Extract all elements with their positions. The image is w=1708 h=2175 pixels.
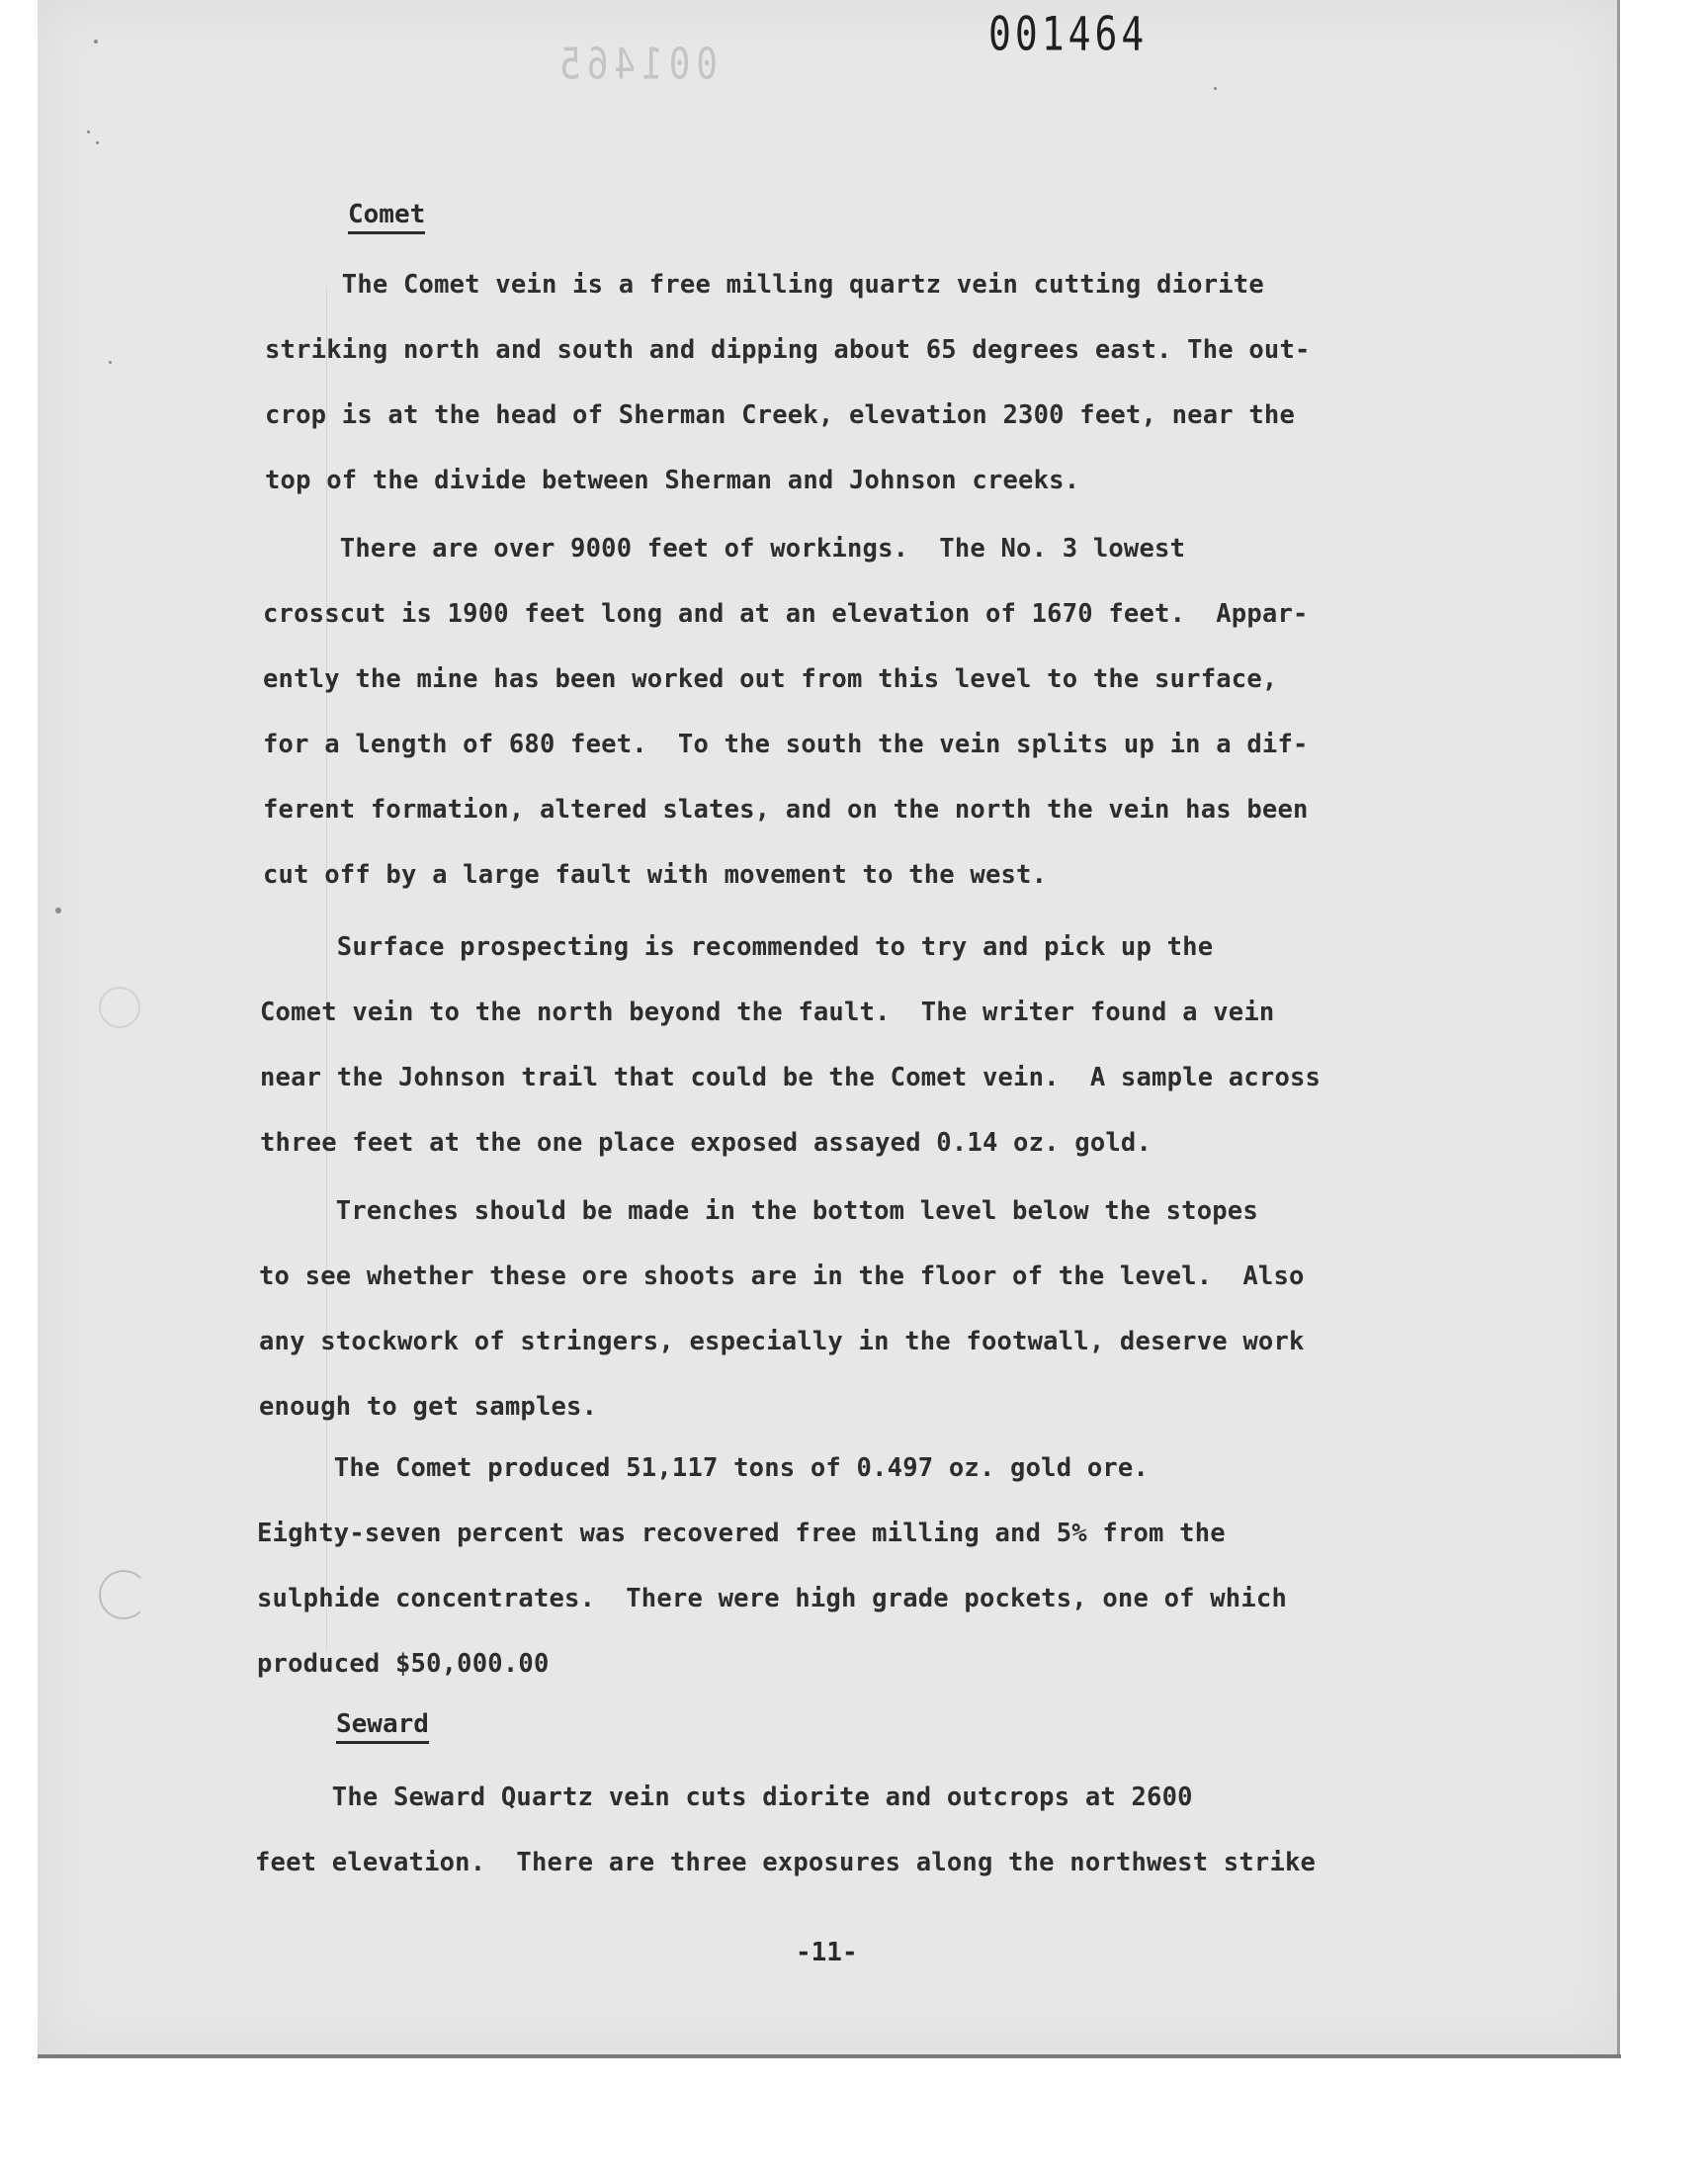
comet-paragraph-2 bbox=[263, 516, 1449, 908]
document-stamp-bleedthrough: 001465 bbox=[554, 40, 719, 90]
section-heading-comet-text: Comet bbox=[348, 200, 425, 234]
text-line: for a length of 680 feet. To the south the vein splits up in a dif- bbox=[263, 730, 1309, 759]
scan-speck bbox=[109, 361, 112, 364]
text-line: three feet at the one place exposed assayed 0.14 oz. gold. bbox=[260, 1128, 1153, 1158]
page-edge-right bbox=[1617, 0, 1620, 2058]
text-line: cut off by a large fault with movement to the west. bbox=[263, 860, 1048, 890]
comet-paragraph-1 bbox=[265, 252, 1451, 513]
comet-paragraph-3 bbox=[260, 914, 1446, 1175]
text-line: Eighty-seven percent was recovered free milling and 5% from the bbox=[257, 1519, 1226, 1548]
page-edge-bottom bbox=[38, 2054, 1621, 2058]
section-heading-seward bbox=[336, 1709, 429, 1739]
scan-speck bbox=[96, 141, 99, 144]
document-stamp-number: 001464 bbox=[988, 6, 1149, 61]
text-line: The Comet produced 51,117 tons of 0.497 oz. gold ore. bbox=[257, 1453, 1150, 1483]
scan-speck bbox=[1214, 87, 1217, 90]
text-line: The Seward Quartz vein cuts diorite and outcrops at 2600 bbox=[255, 1783, 1193, 1812]
text-line: ferent formation, altered slates, and on the north the vein has been bbox=[263, 795, 1309, 825]
text-line: Trenches should be made in the bottom level below the stopes bbox=[259, 1196, 1258, 1226]
page-number: -11- bbox=[796, 1938, 858, 1967]
scan-speck bbox=[55, 908, 61, 914]
comet-paragraph-5 bbox=[257, 1436, 1443, 1696]
text-line: ently the mine has been worked out from this level to the surface, bbox=[263, 664, 1278, 694]
text-line: Comet vein to the north beyond the fault. The writer found a vein bbox=[260, 998, 1275, 1027]
text-line: enough to get samples. bbox=[259, 1392, 598, 1422]
text-line: sulphide concentrates. There were high grade pockets, one of which bbox=[257, 1584, 1288, 1613]
scan-speck bbox=[94, 40, 98, 44]
text-line: near the Johnson trail that could be the Comet vein. A sample across bbox=[260, 1063, 1322, 1092]
text-line: any stockwork of stringers, especially in the footwall, deserve work bbox=[259, 1327, 1305, 1356]
text-line: The Comet vein is a free milling quartz vein cutting diorite bbox=[265, 270, 1264, 300]
comet-paragraph-4 bbox=[259, 1178, 1445, 1439]
seward-paragraph-1 bbox=[255, 1765, 1441, 1895]
text-line: to see whether these ore shoots are in the floor of the level. Also bbox=[259, 1262, 1305, 1291]
binder-hole-mark bbox=[99, 987, 140, 1028]
text-line: crop is at the head of Sherman Creek, elevation 2300 feet, near the bbox=[265, 400, 1296, 430]
scan-speck bbox=[87, 130, 90, 133]
text-line: Surface prospecting is recommended to try and pick up the bbox=[260, 932, 1214, 962]
section-heading-seward-text: Seward bbox=[336, 1709, 429, 1744]
text-line: crosscut is 1900 feet long and at an elevation of 1670 feet. Appar- bbox=[263, 599, 1309, 629]
binder-hole-mark bbox=[99, 1570, 148, 1619]
text-line: top of the divide between Sherman and Johnson creeks. bbox=[265, 466, 1080, 495]
text-line: There are over 9000 feet of workings. The No. 3 lowest bbox=[263, 534, 1186, 564]
text-line: produced $50,000.00 bbox=[257, 1649, 550, 1679]
section-heading-comet bbox=[348, 200, 425, 229]
text-line: striking north and south and dipping about 65 degrees east. The out- bbox=[265, 335, 1311, 365]
text-line: feet elevation. There are three exposures along the northwest strike bbox=[255, 1848, 1317, 1877]
